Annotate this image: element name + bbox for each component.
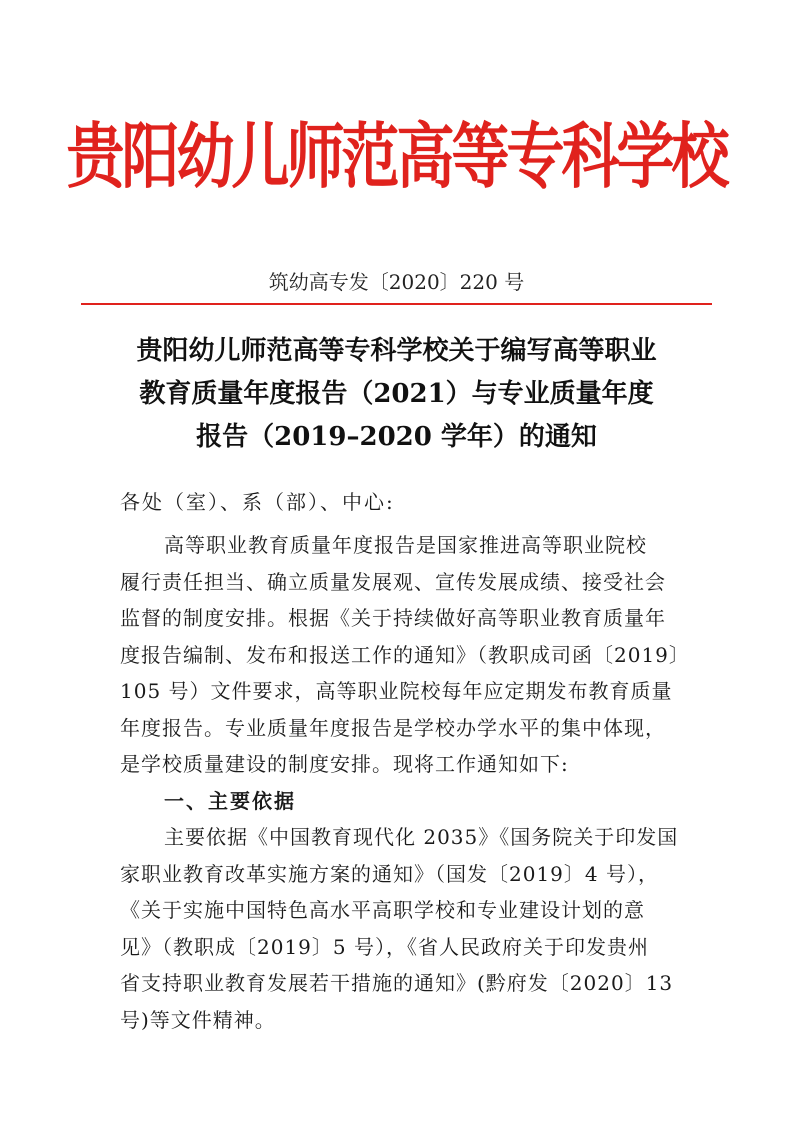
paragraph-line: 《关于实施中国特色高水平高职学校和专业建设计划的意 — [120, 898, 645, 922]
document-body — [120, 527, 690, 1038]
document-title — [90, 330, 703, 459]
paragraph-line: 度报告编制、发布和报送工作的通知》（教职成司函〔2019〕 — [120, 642, 690, 667]
paragraph-line: 省支持职业教育发展若干措施的通知》(黔府发〔2020〕13 — [120, 971, 674, 995]
paragraph-line: 号)等文件精神。 — [120, 1007, 276, 1032]
paragraph-line: 高等职业教育质量年度报告是国家推进高等职业院校 — [164, 533, 647, 557]
paragraph-line: 年度报告。专业质量年度报告是学校办学水平的集中体现， — [120, 715, 666, 740]
red-divider-line — [81, 303, 712, 305]
paragraph-line: 见》（教职成〔2019〕5 号），《省人民政府关于印发贵州 — [120, 934, 649, 959]
title-line-3: 报告（2019–2020 学年）的通知 — [196, 422, 597, 452]
document-number: 筑幼高专发〔2020〕220 号 — [268, 270, 525, 294]
section-heading: 一、主要依据 — [164, 788, 296, 813]
org-header-title: 贵阳幼儿师范高等专科学校 — [66, 115, 727, 199]
paragraph-line: 是学校质量建设的制度安排。现将工作通知如下: — [120, 752, 569, 776]
paragraph-line: 监督的制度安排。根据《关于持续做好高等职业教育质量年 — [120, 606, 666, 630]
title-line-2: 教育质量年度报告（2021）与专业质量年度 — [139, 379, 654, 409]
title-line-1: 贵阳幼儿师范高等专科学校关于编写高等职业 — [136, 336, 657, 366]
salutation: 各处（室）、系（部）、中心: — [120, 490, 395, 514]
paragraph-line: 105 号）文件要求，高等职业院校每年应定期发布教育质量 — [120, 679, 673, 703]
paragraph-line: 家职业教育改革实施方案的通知》（国发〔2019〕4 号）， — [120, 861, 659, 886]
paragraph-line: 主要依据《中国教育现代化 2035》《国务院关于印发国 — [164, 825, 679, 849]
paragraph-line: 履行责任担当、确立质量发展观、宣传发展成绩、接受社会 — [120, 569, 666, 594]
